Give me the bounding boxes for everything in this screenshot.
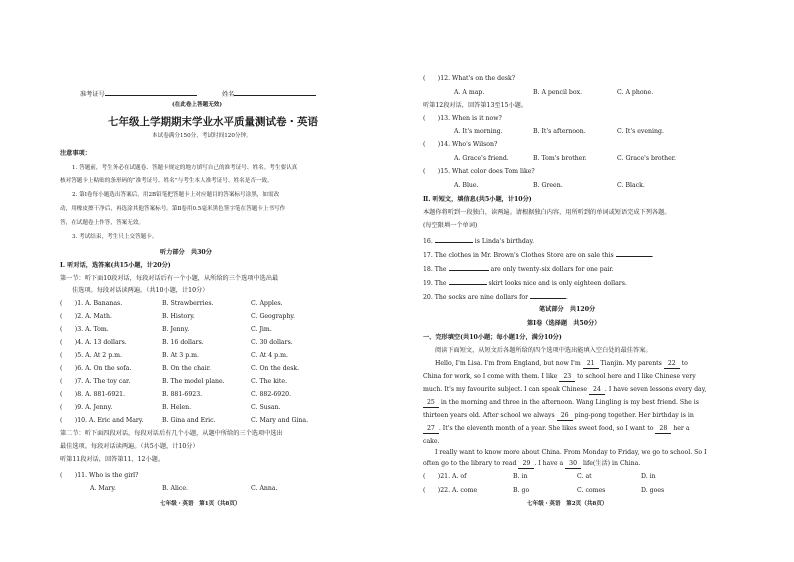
page-footer: 七年级・英语 第1页（共8页） [160,501,241,507]
cloze-blank: 30 [565,460,581,469]
option-b: B. Helen. [162,404,192,411]
volume1-heading: 第Ⅰ卷（选择题 共50分） [527,320,601,327]
cloze-blank: 27 [423,425,439,434]
passage-text: to school here and I like Chinese very [575,373,696,380]
question-2: ( )2. A. Math. [60,313,112,320]
passage-text: often go to the library to read [423,460,519,467]
notes-heading: 注意事项： [60,150,91,157]
option-b: B. Jenny. [162,326,190,333]
name-blank [234,89,316,96]
question-22: ( )22. A. come [423,487,478,494]
option-c: C. comes [577,487,606,494]
passage-text: her a [671,425,690,432]
option-c: C. Mary and Gina. [251,417,309,424]
note-line: 3. 考试结束，考生只上交答题卡。 [72,234,158,240]
question-14: ( )14. Who's Wilson? [423,141,498,148]
question-6: ( )6. A. On the sofa. [60,365,132,372]
question-9: ( )9. A. Jenny. [60,404,113,411]
question-4: ( )4. A. 13 dollars. [60,339,127,346]
exam-number-field [80,89,197,99]
question-11: ( )11. Who is the girl? [60,472,139,479]
option-c: C. At 4 p.m. [251,352,288,359]
question-13: ( )13. When is it now? [423,115,502,122]
section1-heading: Ⅰ. 听对话，选答案(共15小题，计20分) [60,262,171,269]
fill-item-20: 20. The socks are nine dollars for . [423,294,568,301]
answer-blank [435,236,473,243]
part1-instruction: 第一节：听下面10段对话，每段对话后有一个小题，从所给的三个选项中选出最 [60,275,279,282]
passage-text: ping-pong together. Her birthday is in [572,412,694,419]
passage-text: much. It's my favourite subject. I can speak Chinese [423,386,590,393]
passage-line [423,438,440,446]
name-label: 姓名 [222,91,235,98]
option-c: C. at [577,473,592,480]
note-line: 2. 第Ⅰ卷每小题选出答案后，用2B铅笔把答题卡上对应题目的答案标号涂黑，如需改 [72,192,280,198]
passage-text: . I have a [534,460,566,467]
option-b: B. 16 dollars. [162,339,204,346]
question-8: ( )8. A. 881-6921. [60,391,126,398]
cloze-blank: 29 [518,460,534,469]
question-3: ( )3. A. Tom. [60,326,109,333]
option-b: B. Green. [533,182,563,189]
option-d: D. goes [641,487,665,494]
option-b: B. Alice. [162,485,189,492]
option-c: C. Anna. [251,485,278,492]
option-b: B. At 3 p.m. [162,352,199,359]
option-c: C. Susan. [251,404,281,411]
passage-line [435,360,688,369]
fill-item-18: 18. The are only twenty-six dollars for one pair. [423,266,614,273]
passage-line [423,373,696,382]
passage-line [423,386,706,395]
dialog11-intro: 听第11段对话，回答第11、12小题。 [60,456,165,463]
option-b: B. Gina and Eric. [162,417,216,424]
passage-text: cake. [423,438,440,445]
page-footer: 七年级・英语 第2页（共8页） [527,501,608,507]
option-b: B. History. [162,313,195,320]
section2-instruction-note: (每空限填一个单词) [423,222,478,229]
name-field [222,89,316,99]
passage-text: I really want to know more about China. From Monday to Friday, we go to school. So I [435,449,707,456]
cloze-blank: 23 [559,373,575,382]
cloze-heading: 一、完形填空(共10小题；每小题1分，满分10分) [423,334,562,341]
option-c: C. Grace's brother. [617,155,677,162]
option-b: B. Strawberries. [162,300,214,307]
option-a: A. Mary. [90,485,117,492]
section2-instruction: 本题你将听到一段独白，读两遍。请根据独白内容，用所听到的单词或短语完成下列各题。 [423,209,671,216]
option-b: B. go [513,487,530,494]
option-b: B. 881-6923. [162,391,203,398]
question-21: ( )21. A. of [423,473,467,480]
passage-text: . I have seven lessons every day, [604,386,707,393]
cloze-blank: 26 [557,412,573,421]
dialog13-intro: 听第12段对话，回答第13至15小题。 [423,102,528,109]
note-line: 动，用橡皮擦干净后，再选涂其他答案标号。第Ⅱ卷用0.5毫米黑色签字笔在答题卡上书写作 [60,206,286,212]
cloze-blank: 21 [583,360,599,369]
option-a: A. It's morning. [454,128,503,135]
exam-number-label: 准考证号 [80,91,105,98]
passage-text: Tianjin. My parents [598,360,664,367]
exam-number-blank [105,89,197,96]
cloze-blank: 28 [655,425,671,434]
part1-instruction: 佳选项。每段对话读两遍。（共10小题，计10分） [72,287,209,294]
option-a: A. Grace's friend. [454,155,509,162]
option-b: B. It's afternoon. [533,128,586,135]
passage-text: China for work, so I come with them. I like [423,373,560,380]
right-page [397,0,794,562]
note-line: 1. 答题前，考生务必在试题卷、答题卡规定的地方填写自己的准考证号、姓名。考生要认真 [72,165,298,171]
passage-line [423,425,690,434]
option-a: A. A map. [454,89,485,96]
answer-blank [616,250,652,257]
option-c: C. 30 dollars. [251,339,293,346]
fill-item-19: 19. The skirt looks nice and is only eighteen dollars. [423,280,627,287]
option-c: C. 882-6920. [251,391,292,398]
passage-text: to [679,360,688,367]
option-b: B. in [513,473,528,480]
part2-instruction: 最佳选项。每段对话读两遍。（共5小题，计10分） [60,443,199,450]
option-c: C. Geography. [251,313,295,320]
cloze-blank: 22 [664,360,680,369]
fill-item-17: 17. The clothes in Mr. Brown's Clothes Store are on sale this . [423,252,654,259]
question-7: ( )7. A. The toy car. [60,378,131,385]
passage-text: thirteen years old. After school we always [423,412,557,419]
option-a: A. Blue. [454,182,479,189]
option-d: D. in [641,473,656,480]
option-c: C. On the desk. [251,365,300,372]
answer-blank [449,278,487,285]
question-15: ( )15. What color does Tom like? [423,168,535,175]
passage-text: in the morning and three in the afternoon. Wang Lingling is my best friend. She is [438,399,699,406]
cloze-blank: 25 [423,399,439,408]
section2-heading: Ⅱ. 听短文，填信息(共5小题，计10分) [423,196,532,203]
option-c: C. The kite. [251,378,288,385]
part2-instruction: 第二节：听下面四段对话，每段对话后有几个小题，从题中所给的三个选项中选出 [60,430,283,437]
option-c: C. Apples. [251,300,283,307]
fill-item-16: 16. is Linda's birthday. [423,238,535,245]
option-b: B. Tom's brother. [533,155,587,162]
option-c: C. Black. [617,182,645,189]
option-b: B. On the chair. [162,365,211,372]
option-b: B. The model plane. [162,378,225,385]
question-1: ( )1. A. Bananas. [60,300,123,307]
option-c: C. A phone. [617,89,654,96]
option-c: C. Jim. [251,326,272,333]
option-c: C. It's evening. [617,128,664,135]
question-10: ( )10. A. Eric and Mary. [60,417,144,424]
exam-subtitle: 本试卷满分150分，考试时间120分钟。 [152,133,252,139]
answer-blank [530,292,566,299]
passage-line [435,449,707,457]
passage-line [423,460,640,469]
cloze-blank: 24 [589,386,605,395]
written-part-heading: 笔试部分 共120分 [539,306,596,313]
exam-title: 七年级上学期期末学业水平质量测试卷・英语 [108,116,318,128]
passage-text: Hello, I'm Lisa. I'm from England, but now I'm [435,360,583,367]
passage-line [423,399,699,408]
cloze-instruction: 阅读下面短文，从短文后各题所给的四个选项中选出能填入空白处的最佳答案。 [435,347,652,354]
listening-part-heading: 听力部分 共30分 [160,249,212,256]
note-line: 核对答题卡上粘贴的条形码的“准考证号、姓名”与考生本人准考证号、姓名是否一致。 [60,178,273,184]
no-answer-note: (在此卷上答题无效) [172,102,223,108]
passage-line [423,412,694,421]
answer-blank [449,264,489,271]
passage-text: life(生活) in China. [581,460,641,467]
question-12: ( )12. What's on the desk? [423,75,516,82]
question-5: ( )5. A. At 2 p.m. [60,352,122,359]
passage-text: . It's the eleventh month of a year. She likes sweet food, so I want to [438,425,656,432]
option-b: B. A pencil box. [533,89,583,96]
note-line: 答，在试题卷上作答，答案无效。 [60,220,144,226]
